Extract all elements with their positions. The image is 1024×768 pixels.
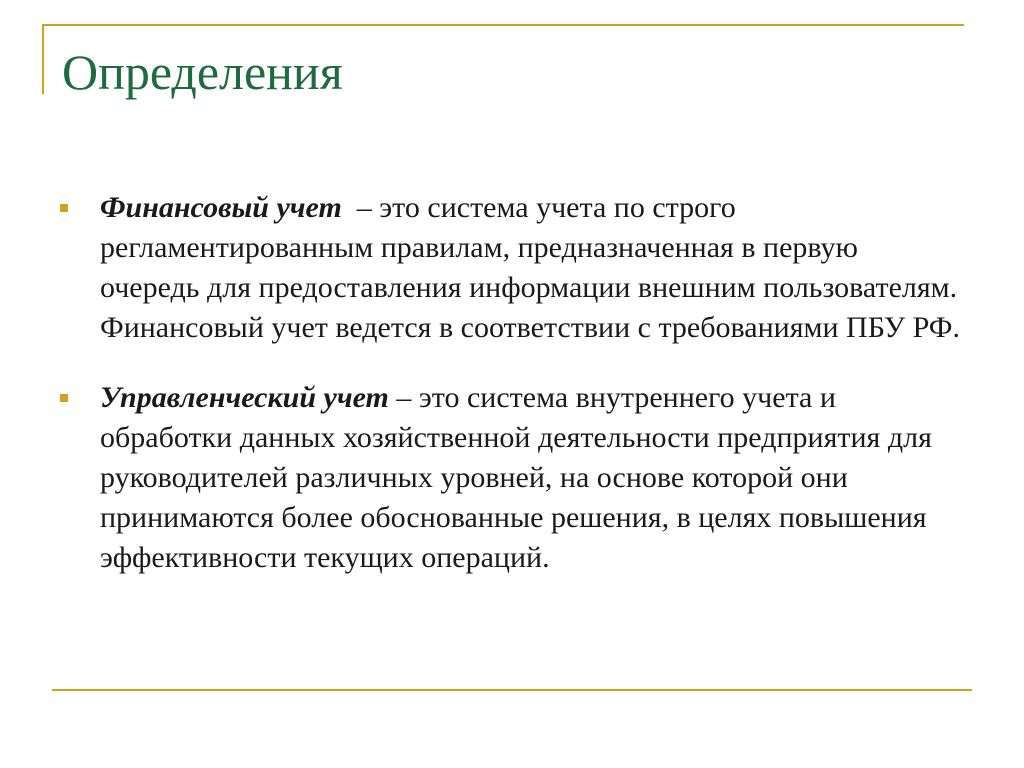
bottom-border-line xyxy=(52,689,972,691)
term-financial-accounting: Финансовый учет xyxy=(100,191,342,224)
top-border-line xyxy=(42,24,964,26)
bullet-financial-accounting xyxy=(60,188,965,348)
definition-financial-accounting: – это система учета по строго регламентированным правилам, предназначенная в первую очередь для предоставления информации внешним пользователям. Финансовый учет ведется в соответствии с требованиями ПБУ РФ. xyxy=(100,191,965,344)
definition-management-accounting: – это система внутреннего учета и обработки данных хозяйственной деятельности предприятия для руководителей различных уровней, на основе которой они принимаются более обоснованные решения, в целях повышения эффективности текущих операций. xyxy=(100,381,940,574)
bullet-list xyxy=(60,188,965,608)
term-management-accounting: Управленческий учет xyxy=(100,381,389,414)
left-border-line xyxy=(42,24,44,94)
slide-title: Определения xyxy=(62,44,343,100)
bullet-marker-icon xyxy=(60,394,68,402)
bullet-marker-icon xyxy=(60,204,68,212)
bullet-management-accounting xyxy=(60,378,960,578)
